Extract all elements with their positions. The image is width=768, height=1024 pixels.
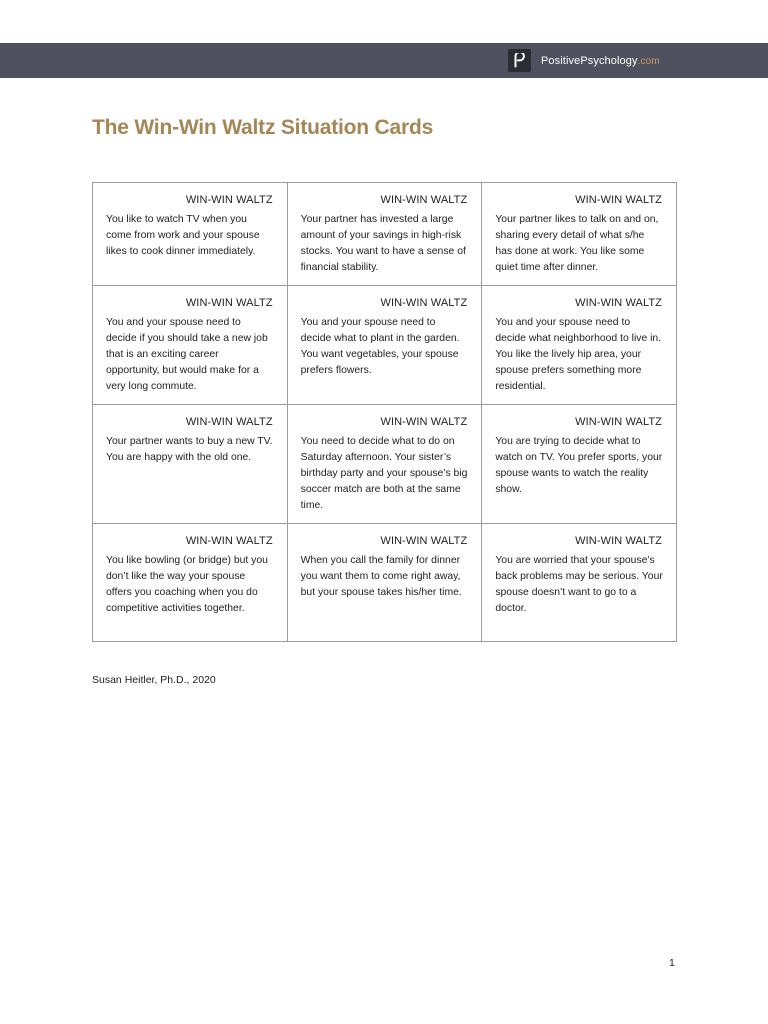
situation-card xyxy=(287,524,482,642)
card-heading: WIN-WIN WALTZ xyxy=(185,194,273,206)
card-heading: WIN-WIN WALTZ xyxy=(380,194,468,206)
situation-card xyxy=(287,286,482,405)
situation-card xyxy=(482,286,677,405)
situation-cards-grid xyxy=(92,182,677,642)
card-text: You need to decide what to do on Saturday afternoon. Your sister’s birthday party and your spouse’s big soccer match are both at the same time. xyxy=(300,436,468,511)
card-row xyxy=(93,524,677,642)
situation-card xyxy=(93,183,288,286)
card-text: You like bowling (or bridge) but you don’t like the way your spouse offers you coaching when you do competitive activities together. xyxy=(106,555,268,614)
card-heading: WIN-WIN WALTZ xyxy=(185,297,273,309)
situation-card xyxy=(93,405,288,524)
card-text: Your partner likes to talk on and on, sharing every detail of what s/he has done at work. You like some quiet time after dinner. xyxy=(495,214,659,273)
page-number: 1 xyxy=(669,957,675,969)
card-heading: WIN-WIN WALTZ xyxy=(380,297,468,309)
card-text: You like to watch TV when you come from work and your spouse likes to cook dinner immediately. xyxy=(106,214,260,257)
page-title: The Win-Win Waltz Situation Cards xyxy=(92,116,434,139)
card-text: You are worried that your spouse’s back problems may be serious. Your spouse doesn’t want to go to a doctor. xyxy=(495,555,663,614)
card-text: Your partner has invested a large amount of your savings in high-risk stocks. You want to have a sense of financial stability. xyxy=(300,214,466,273)
card-row xyxy=(93,183,677,286)
card-heading: WIN-WIN WALTZ xyxy=(575,297,662,309)
situation-card xyxy=(482,524,677,642)
situation-card xyxy=(287,183,482,286)
card-text: You and your spouse need to decide what neighborhood to live in. You like the lively hip area, your spouse prefers something more residential. xyxy=(495,317,662,392)
card-heading: WIN-WIN WALTZ xyxy=(380,535,468,547)
author-credit: Susan Heitler, Ph.D., 2020 xyxy=(92,674,216,686)
card-heading: WIN-WIN WALTZ xyxy=(185,416,273,428)
situation-card xyxy=(93,524,288,642)
card-row xyxy=(93,405,677,524)
situation-card xyxy=(287,405,482,524)
card-text: You are trying to decide what to watch on TV. You prefer sports, your spouse wants to watch the reality show. xyxy=(495,436,663,495)
card-text: Your partner wants to buy a new TV. You are happy with the old one. xyxy=(106,436,273,463)
situation-card xyxy=(482,405,677,524)
brand[interactable] xyxy=(508,49,660,72)
card-heading: WIN-WIN WALTZ xyxy=(575,416,662,428)
card-heading: WIN-WIN WALTZ xyxy=(380,416,468,428)
positivepsychology-logo-icon xyxy=(508,49,531,72)
brand-name xyxy=(541,55,660,67)
brand-name-main: PositivePsychology xyxy=(541,54,638,67)
situation-card xyxy=(482,183,677,286)
card-heading: WIN-WIN WALTZ xyxy=(185,535,273,547)
card-heading: WIN-WIN WALTZ xyxy=(575,535,662,547)
brand-name-suffix: .com xyxy=(637,55,660,67)
card-text: You and your spouse need to decide if you should take a new job that is an exciting career opportunity, but would make for a very long commute. xyxy=(106,317,268,392)
card-heading: WIN-WIN WALTZ xyxy=(575,194,662,206)
header-bar xyxy=(0,43,768,78)
card-text: When you call the family for dinner you want them to come right away, but your spouse takes his/her time. xyxy=(300,555,462,598)
situation-card xyxy=(93,286,288,405)
card-text: You and your spouse need to decide what to plant in the garden. You want vegetables, your spouse prefers flowers. xyxy=(300,317,460,376)
card-row xyxy=(93,286,677,405)
